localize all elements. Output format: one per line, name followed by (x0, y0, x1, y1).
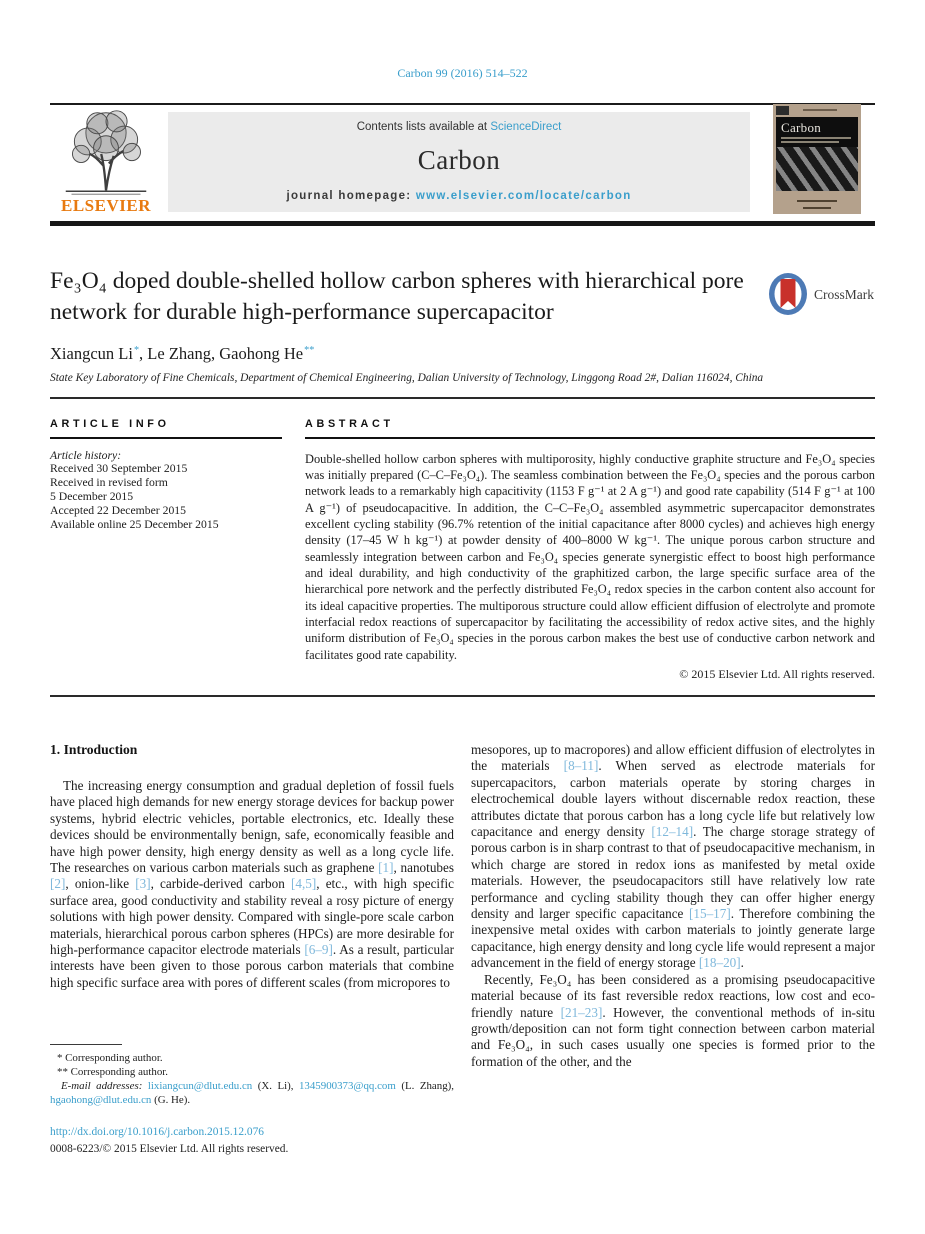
homepage-link[interactable]: www.elsevier.com/locate/carbon (415, 190, 632, 202)
abstract-bottom-rule (50, 695, 875, 697)
doi-link[interactable]: http://dx.doi.org/10.1016/j.carbon.2015.12.076 (50, 1126, 264, 1138)
crossmark-icon (768, 272, 810, 318)
sciencedirect-link[interactable]: ScienceDirect (490, 121, 562, 133)
journal-banner (168, 112, 750, 212)
cover-subtitle-bar (781, 137, 851, 139)
citation-link[interactable]: [1] (378, 860, 394, 876)
journal-name: Carbon (417, 145, 501, 175)
article-info-column (50, 418, 282, 532)
corresponding-author-note-2: ** Corresponding author. (57, 1065, 169, 1078)
affiliation: State Key Laboratory of Fine Chemicals, Department of Chemical Engineering, Dalian University of Technology, Linggong Road 2#, Dalian 116024, China (50, 372, 764, 384)
body-right-column (471, 742, 875, 1070)
article-info-heading-rule (50, 437, 282, 439)
history-line: 5 December 2015 (50, 490, 134, 504)
corresponding-author-note-1: * Corresponding author. (57, 1052, 163, 1064)
header-divider-bar (50, 221, 875, 226)
crossmark-label: CrossMark (814, 287, 874, 302)
abstract-text: Double-shelled hollow carbon spheres with multiporosity, highly conductive graphite structure and Fe₃O₄ species was initially prepared (C–C–Fe₃O₄). The seamless combination between the Fe₃O₄ species and the porous carbon network leads to a remarkably high capacitivity (1153 F g⁻¹ at 2 A g⁻¹) and good rate capability (514 F g⁻¹ at 100 A g⁻¹) of pseudocapacitive. In addition, the C–C–Fe₃O₄ assembled asymmetric supercapacitor demonstrates excellent cycling stability (96.7% retention of the initial capacitance after 8000 cycles) and achieves high energy density (17–45 W h kg⁻¹) at powder density of 400–8000 W kg⁻¹. The unique porous carbon structure and seamlessly integration between carbon and Fe₃O₄ species generate synergistic effect to boost high performance and ideal durability, and high conductivity of the graphitized carbon, the large specific surface area of the hierarchical pore network and the perfectly distributed Fe₃O₄ redox species in the carbon content also account for its ideal capacitive properties. The multiporous structure could allow efficient diffusion of electrolyte and promote interfacial redox reactions of supercapacitor by facilitating the accessibility of redox active sites, and the highly uniform distribution of Fe₃O₄ species in the porous carbon makes the best use of conductive carbon network and facilitates good rate capability. (305, 451, 875, 662)
title-block-rule (50, 397, 875, 399)
contents-prefix: Contents lists available at (356, 121, 491, 133)
section-heading-introduction: 1. Introduction (50, 742, 138, 757)
article-info-heading: ARTICLE INFO (50, 418, 170, 430)
history-line: Received 30 September 2015 (50, 462, 188, 476)
cover-nanotube-image (776, 147, 858, 191)
email-link[interactable]: lixiangcun@dlut.edu.cn (147, 1080, 253, 1093)
homepage-line (168, 190, 750, 202)
email-link[interactable]: 1345900373@qq.com (298, 1080, 396, 1093)
citation-link[interactable]: [12–14] (651, 824, 694, 840)
citation-link[interactable]: [21–23] (560, 1004, 603, 1020)
history-label: Article history: (50, 448, 122, 462)
cover-corner-chip (776, 106, 789, 115)
elsevier-logo (50, 106, 162, 218)
history-line: Accepted 22 December 2015 (50, 504, 186, 518)
footnote-rule (50, 1044, 122, 1045)
citation-link[interactable]: [18–20] (698, 955, 741, 971)
history-line: Received in revised form (50, 476, 168, 490)
elsevier-tree-icon (58, 106, 154, 198)
cover-subtitle-bar2 (781, 141, 839, 143)
contents-line (168, 121, 750, 133)
author-line: Xiangcun Li*, Le Zhang, Gaohong He** (50, 344, 315, 363)
cover-panel (776, 117, 858, 191)
homepage-prefix: journal homepage: (286, 190, 416, 202)
intro-paragraph-1: The increasing energy consumption and gradual depletion of fossil fuels have placed high demands for new energy storage devices for backup power systems, hybrid electric vehicles, portable electronics, etc. Ideally these devices should be environmentally benign, safe, economically feasible and have high power density, high energy density as well as a long cycle life. The researches on various carbon materials such as graphene [1], nanotubes [2], onion-like [3], carbide-derived carbon [4,5], etc., with high specific surface area, good conductivity and stability reveal a rosy picture of energy solutions with high power density. Compared with single-pore scale carbon materials, hierarchical porous carbon spheres (HPCs) are more desirable for high-performance capacitor electrode materials [6–9]. As a result, particular interests have been given to those porous carbon materials that combine high specific surface area with pores of different scales (from micropores to (50, 778, 455, 990)
cover-bottom-text-bar (797, 200, 837, 202)
email-addresses-note: E-mail addresses: lixiangcun@dlut.edu.cn (X. Li), 1345900373@qq.com (L. Zhang), hgaohong@dlut.edu.cn (G. He). (50, 1080, 454, 1107)
abstract-heading-rule (305, 437, 875, 439)
abstract-copyright: © 2015 Elsevier Ltd. All rights reserved. (679, 666, 875, 681)
citation-link[interactable]: [15–17] (688, 906, 731, 922)
citation-link[interactable]: [3] (135, 876, 151, 892)
cover-title: Carbon (781, 120, 822, 135)
cover-top-text-bar (803, 109, 837, 111)
cover-bottom-text-bar2 (803, 207, 831, 209)
journal-cover-thumbnail[interactable] (773, 104, 861, 214)
footnotes (50, 1044, 454, 1108)
crossmark-badge[interactable] (768, 272, 878, 318)
intro-paragraph-2: Recently, Fe₃O₄ has been considered as a promising pseudocapacitive material because of its fast reversible redox reactions, low cost and eco-friendly nature [21–23]. However, the conventional methods of in-situ growth/deposition can not form tight connection between carbon material and Fe₃O₄, in such cases usually one species is formed prior to the formation of the other, and the (471, 971, 875, 1069)
abstract-column (305, 418, 875, 682)
history-line: Available online 25 December 2015 (50, 518, 219, 532)
elsevier-wordmark: ELSEVIER (61, 196, 151, 215)
citation-link[interactable]: [6–9] (304, 942, 333, 958)
citation-link[interactable]: [2] (50, 876, 66, 892)
abstract-heading: ABSTRACT (305, 418, 394, 430)
journal-header (50, 104, 875, 218)
article-title: Fe₃O₄ doped double-shelled hollow carbon spheres with hierarchical pore network for durable high-performance supercapacitor (50, 268, 744, 326)
body-left-column (50, 742, 454, 991)
issn-copyright-line: 0008-6223/© 2015 Elsevier Ltd. All rights reserved. (50, 1143, 289, 1155)
email-link[interactable]: hgaohong@dlut.edu.cn (50, 1094, 152, 1107)
journal-citation[interactable]: Carbon 99 (2016) 514–522 (397, 66, 528, 80)
intro-paragraph-1-continued: mesopores, up to macropores) and allow efficient diffusion of electrolytes in the materials [8–11]. When served as electrode materials for supercapacitors, carbon materials operate by storing charges in electrochemical double layers without discernable redox reaction, these attributes dictate that porous carbon has a long cycle life but relatively low capacitance and energy density [12–14]. The charge storage strategy of porous carbon is in sharp contrast to that of pseudocapacitive mechanism, in which charge are stored in redox ions as manifested by metal oxide materials. However, the pseudocapacitors still have relatively low rate performance and cycling stability though they can offer higher energy density and larger specific capacitance [15–17]. Therefore combining the inexpensive metal oxides with carbon materials to jointly generate large capacitance, high energy density and long cycle life would represent a major advancement in the field of energy storage [18–20]. (471, 742, 876, 971)
citation-link[interactable]: [8–11] (563, 758, 599, 774)
citation-link[interactable]: [4,5] (290, 876, 317, 892)
